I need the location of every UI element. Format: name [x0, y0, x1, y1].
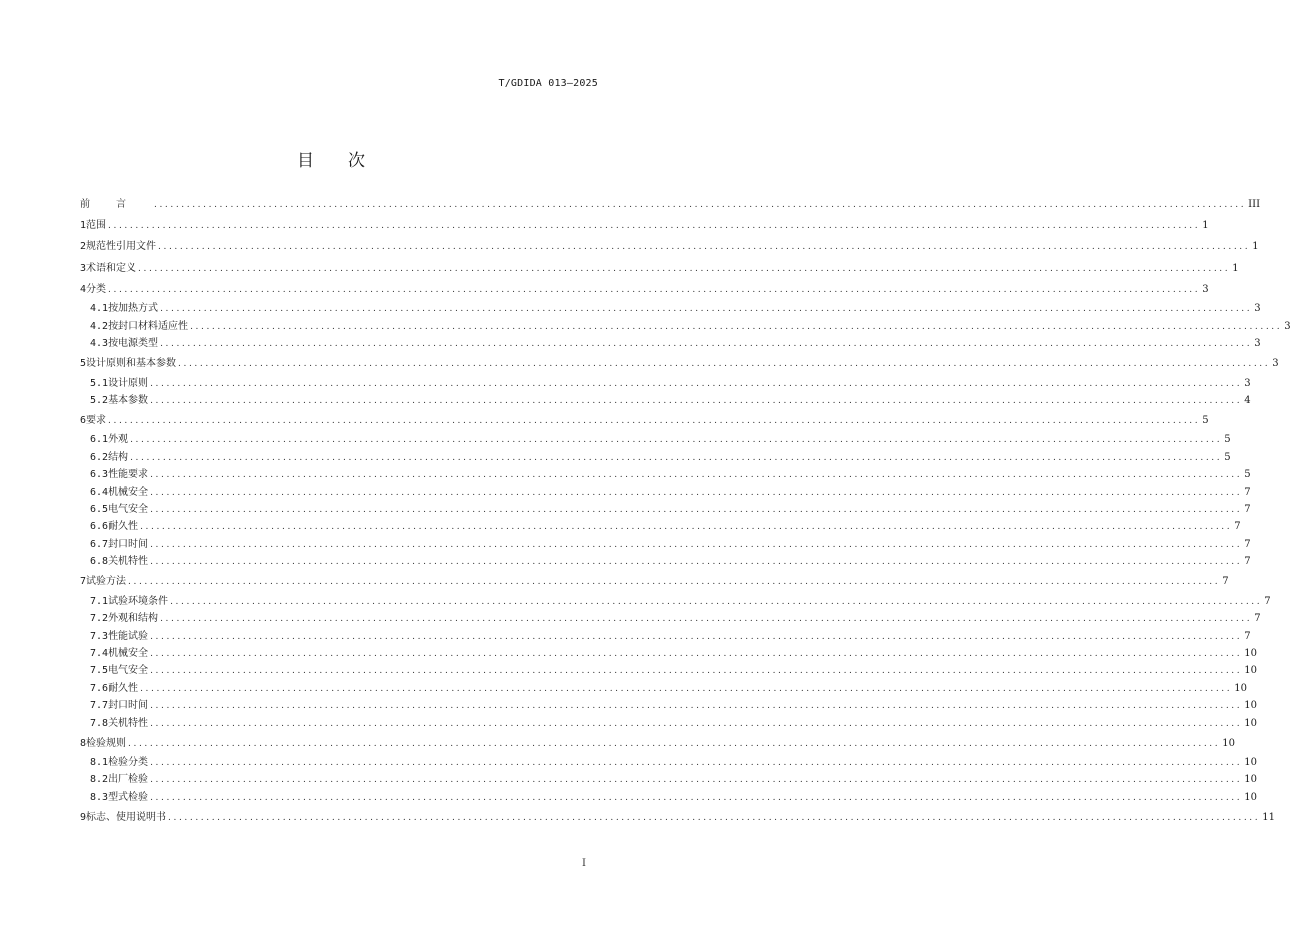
toc-entry-number: 2 — [80, 241, 87, 253]
toc-leader-dots: ........................................................................................................................................................................................................ — [128, 738, 1221, 749]
toc-entry-page: 7 — [1254, 613, 1261, 625]
toc-entry[interactable] — [80, 737, 1235, 750]
toc-entry-label: 外观 — [108, 434, 129, 446]
toc-entry-number: 7.1 — [90, 595, 109, 607]
toc-entry-label: 按电源类型 — [108, 337, 159, 349]
toc-entry-label: 性能试验 — [108, 630, 149, 642]
toc-entry-number: 6.4 — [90, 486, 109, 498]
toc-leader-dots: ........................................................................................................................................................................................................ — [128, 577, 1221, 588]
toc-entry[interactable] — [80, 415, 1209, 427]
toc-entry-page: 7 — [1234, 521, 1241, 533]
toc-entry-label: 型式检验 — [108, 791, 149, 803]
toc-leader-dots: ........................................................................................................................................................................................................ — [150, 395, 1243, 406]
toc-entry[interactable] — [80, 812, 1275, 824]
toc-entry[interactable] — [80, 220, 1209, 232]
toc-leader-dots: ........................................................................................................................................................................................................ — [140, 522, 1233, 533]
toc-leader-dots: ........................................................................................................................................................................................................ — [150, 758, 1243, 769]
toc-leader-dots: ........................................................................................................................................................................................................ — [150, 470, 1243, 481]
toc-entry-page: 3 — [1254, 337, 1261, 349]
toc-entry-label: 设计原则 — [108, 377, 149, 389]
toc-entry-number: 6 — [80, 415, 87, 427]
toc-entry-label: 术语和定义 — [86, 262, 137, 274]
toc-entry-number: 3 — [80, 262, 87, 274]
toc-entry-label: 分类 — [86, 283, 107, 295]
toc-entry-number: 9 — [80, 812, 87, 824]
toc-leader-dots: ........................................................................................................................................................................................................ — [108, 416, 1201, 427]
toc-entry-label: 设计原则和基本参数 — [86, 358, 177, 370]
toc-entry-number: 7 — [80, 576, 87, 588]
page-title — [0, 146, 662, 171]
toc-leader-dots: ........................................................................................................................................................................................................ — [150, 505, 1243, 516]
toc-entry[interactable] — [80, 262, 1239, 275]
toc-entry-page: III — [1248, 199, 1261, 210]
toc-entry-label: 基本参数 — [108, 394, 149, 406]
toc-entry-label: 机械安全 — [108, 486, 149, 498]
toc-entry[interactable] — [80, 337, 1261, 350]
toc-leader-dots: ........................................................................................................................................................................................................ — [150, 792, 1243, 803]
toc-leader-dots: ........................................................................................................................................................................................................ — [150, 557, 1243, 568]
toc-entry-number: 5.1 — [90, 377, 109, 389]
toc-entry-label: 耐久性 — [108, 521, 139, 533]
toc-leader-dots: ........................................................................................................................................................................................................ — [168, 813, 1261, 824]
toc-entry-number: 7.7 — [90, 700, 109, 712]
toc-entry-number: 6.2 — [90, 451, 109, 463]
toc-leader-dots: ........................................................................................................................................................................................................ — [160, 614, 1253, 625]
toc-entry-number: 6.1 — [90, 434, 109, 446]
toc-entry-number: 8 — [80, 737, 87, 749]
toc-entry-number: 6.3 — [90, 469, 109, 481]
toc-entry[interactable] — [80, 682, 1247, 695]
toc-entry[interactable] — [80, 283, 1209, 296]
toc-entry-number: 5.2 — [90, 394, 109, 406]
toc-leader-dots: ........................................................................................................................................................................................................ — [150, 378, 1243, 389]
toc-entry-label: 按封口材料适应性 — [108, 320, 189, 332]
toc-leader-dots: ........................................................................................................................................................................................................ — [158, 242, 1251, 253]
toc-entry[interactable] — [80, 199, 1261, 211]
toc-entry-number: 4.2 — [90, 320, 109, 332]
toc-entry[interactable] — [80, 358, 1279, 370]
toc-leader-dots: ........................................................................................................................................................................................................ — [140, 683, 1233, 694]
toc-entry-label: 外观和结构 — [108, 613, 159, 625]
toc-entry-label: 要求 — [86, 415, 107, 427]
toc-entry[interactable] — [80, 757, 1257, 769]
toc-entry-page: 10 — [1244, 717, 1257, 729]
toc-entry-page: 3 — [1272, 358, 1279, 370]
toc-leader-dots: ........................................................................................................................................................................................................ — [108, 284, 1201, 295]
toc-entry[interactable] — [80, 630, 1251, 643]
toc-entry-page: 7 — [1244, 556, 1251, 568]
toc-leader-dots: ........................................................................................................................................................................................................ — [190, 321, 1283, 332]
title-char-1: 目 — [297, 151, 314, 171]
toc-leader-dots: ........................................................................................................................................................................................................ — [154, 200, 1247, 210]
toc-leader-dots: ........................................................................................................................................................................................................ — [108, 221, 1201, 232]
toc-entry-page: 5 — [1202, 415, 1209, 427]
toc-entry-page: 1 — [1232, 262, 1239, 274]
toc-entry-page: 3 — [1254, 303, 1261, 315]
toc-entry-label: 电气安全 — [108, 504, 149, 516]
toc-entry-page: 5 — [1224, 451, 1231, 463]
toc-entry-page: 11 — [1262, 812, 1275, 824]
toc-entry[interactable] — [80, 486, 1251, 499]
toc-entry-number: 6.5 — [90, 504, 109, 516]
toc-entry-page: 10 — [1244, 647, 1257, 659]
toc-entry-page: 10 — [1244, 757, 1257, 769]
toc-entry[interactable] — [80, 595, 1271, 608]
toc-leader-dots: ........................................................................................................................................................................................................ — [150, 631, 1243, 642]
toc-entry[interactable] — [80, 303, 1261, 315]
toc-entry-number: 4 — [80, 283, 87, 295]
toc-entry-page: 7 — [1222, 576, 1229, 588]
toc-entry-page: 7 — [1244, 504, 1251, 516]
toc-entry-page: 10 — [1244, 774, 1257, 786]
toc-entry-number: 7.3 — [90, 630, 109, 642]
toc-entry-label: 封口时间 — [108, 538, 149, 550]
toc-entry-page: 10 — [1244, 700, 1257, 712]
toc-entry-page: 3 — [1284, 320, 1291, 332]
toc-entry[interactable] — [80, 538, 1251, 551]
toc-entry[interactable] — [80, 394, 1251, 407]
toc-entry[interactable] — [80, 700, 1257, 712]
toc-entry-page: 1 — [1202, 220, 1209, 232]
toc-entry-label: 试验方法 — [86, 576, 127, 588]
toc-leader-dots: ........................................................................................................................................................................................................ — [130, 452, 1223, 463]
toc-entry-number: 7.5 — [90, 665, 109, 677]
toc-leader-dots: ........................................................................................................................................................................................................ — [130, 435, 1223, 446]
toc-entry-page: 5 — [1224, 434, 1231, 446]
toc-entry-page: 10 — [1244, 665, 1257, 677]
toc-leader-dots: ........................................................................................................................................................................................................ — [138, 263, 1231, 274]
toc-entry-number: 8.1 — [90, 757, 109, 769]
toc-entry-number: 6.7 — [90, 538, 109, 550]
toc-entry-label: 按加热方式 — [108, 303, 159, 315]
toc-entry[interactable] — [80, 774, 1257, 786]
toc-entry-label: 出厂检验 — [108, 774, 149, 786]
toc-entry-page: 1 — [1252, 241, 1259, 253]
toc-entry-number: 5 — [80, 358, 87, 370]
table-of-contents — [80, 199, 1291, 824]
toc-leader-dots: ........................................................................................................................................................................................................ — [160, 338, 1253, 349]
toc-entry[interactable] — [80, 469, 1251, 481]
toc-leader-dots: ........................................................................................................................................................................................................ — [150, 487, 1243, 498]
toc-entry-label: 结构 — [108, 451, 129, 463]
toc-entry-page: 7 — [1244, 630, 1251, 642]
toc-leader-dots: ........................................................................................................................................................................................................ — [150, 539, 1243, 550]
toc-entry-page: 10 — [1222, 737, 1235, 749]
toc-entry[interactable] — [80, 320, 1291, 333]
toc-leader-dots: ........................................................................................................................................................................................................ — [178, 359, 1271, 370]
toc-entry-label: 耐久性 — [108, 682, 139, 694]
toc-entry[interactable] — [80, 521, 1241, 533]
toc-entry[interactable] — [80, 647, 1257, 660]
toc-entry-label: 规范性引用文件 — [86, 241, 157, 253]
toc-leader-dots: ........................................................................................................................................................................................................ — [150, 701, 1243, 712]
toc-entry-label: 检验分类 — [108, 757, 149, 769]
toc-entry-label: 关机特性 — [108, 717, 149, 729]
toc-entry-label: 标志、使用说明书 — [86, 812, 167, 824]
toc-entry[interactable] — [80, 241, 1259, 253]
toc-entry-number: 7.2 — [90, 613, 109, 625]
toc-entry-number: 6.8 — [90, 556, 109, 568]
toc-entry-label: 试验环境条件 — [108, 595, 169, 607]
toc-entry-label: 电气安全 — [108, 665, 149, 677]
toc-entry[interactable] — [80, 613, 1261, 625]
toc-entry[interactable] — [80, 556, 1251, 568]
toc-entry[interactable] — [80, 504, 1251, 516]
toc-entry-number: 7.8 — [90, 717, 109, 729]
toc-entry[interactable] — [80, 665, 1257, 677]
toc-entry-label: 检验规则 — [86, 737, 127, 749]
toc-entry[interactable] — [80, 377, 1251, 390]
toc-entry-page: 3 — [1202, 283, 1209, 295]
toc-entry[interactable] — [80, 451, 1231, 464]
toc-entry-number: 1 — [80, 220, 87, 232]
toc-entry-number: 8.3 — [90, 791, 109, 803]
toc-entry-page: 3 — [1244, 377, 1251, 389]
toc-leader-dots: ........................................................................................................................................................................................................ — [150, 666, 1243, 677]
toc-entry-label: 性能要求 — [108, 469, 149, 481]
toc-entry-number: 6.6 — [90, 521, 109, 533]
toc-entry-number: 4.3 — [90, 337, 109, 349]
toc-entry-page: 4 — [1244, 394, 1251, 406]
toc-entry-number: 7.4 — [90, 647, 109, 659]
toc-entry-page: 5 — [1244, 469, 1251, 481]
toc-entry[interactable] — [80, 576, 1229, 588]
toc-entry-page: 7 — [1264, 595, 1271, 607]
toc-entry-label: 封口时间 — [108, 700, 149, 712]
toc-entry[interactable] — [80, 717, 1257, 730]
toc-leader-dots: ........................................................................................................................................................................................................ — [150, 648, 1243, 659]
toc-entry-label: 机械安全 — [108, 647, 149, 659]
toc-entry-number: 8.2 — [90, 774, 109, 786]
toc-leader-dots: ........................................................................................................................................................................................................ — [150, 718, 1243, 729]
page-number: I — [582, 858, 586, 869]
toc-leader-dots: ........................................................................................................................................................................................................ — [150, 775, 1243, 786]
toc-entry[interactable] — [80, 434, 1231, 446]
title-char-2: 次 — [348, 151, 365, 171]
document-code: T/GDIDA 013—2025 — [498, 78, 598, 89]
toc-entry-number: 4.1 — [90, 303, 109, 315]
toc-entry-page: 7 — [1244, 538, 1251, 550]
toc-entry-label: 前言 — [80, 199, 152, 210]
toc-entry-page: 7 — [1244, 486, 1251, 498]
toc-entry-page: 10 — [1234, 682, 1247, 694]
toc-leader-dots: ........................................................................................................................................................................................................ — [170, 596, 1263, 607]
toc-leader-dots: ........................................................................................................................................................................................................ — [160, 304, 1253, 315]
toc-entry-page: 10 — [1244, 791, 1257, 803]
toc-entry-label: 范围 — [86, 220, 107, 232]
toc-entry[interactable] — [80, 791, 1257, 804]
toc-entry-number: 7.6 — [90, 682, 109, 694]
toc-entry-label: 关机特性 — [108, 556, 149, 568]
